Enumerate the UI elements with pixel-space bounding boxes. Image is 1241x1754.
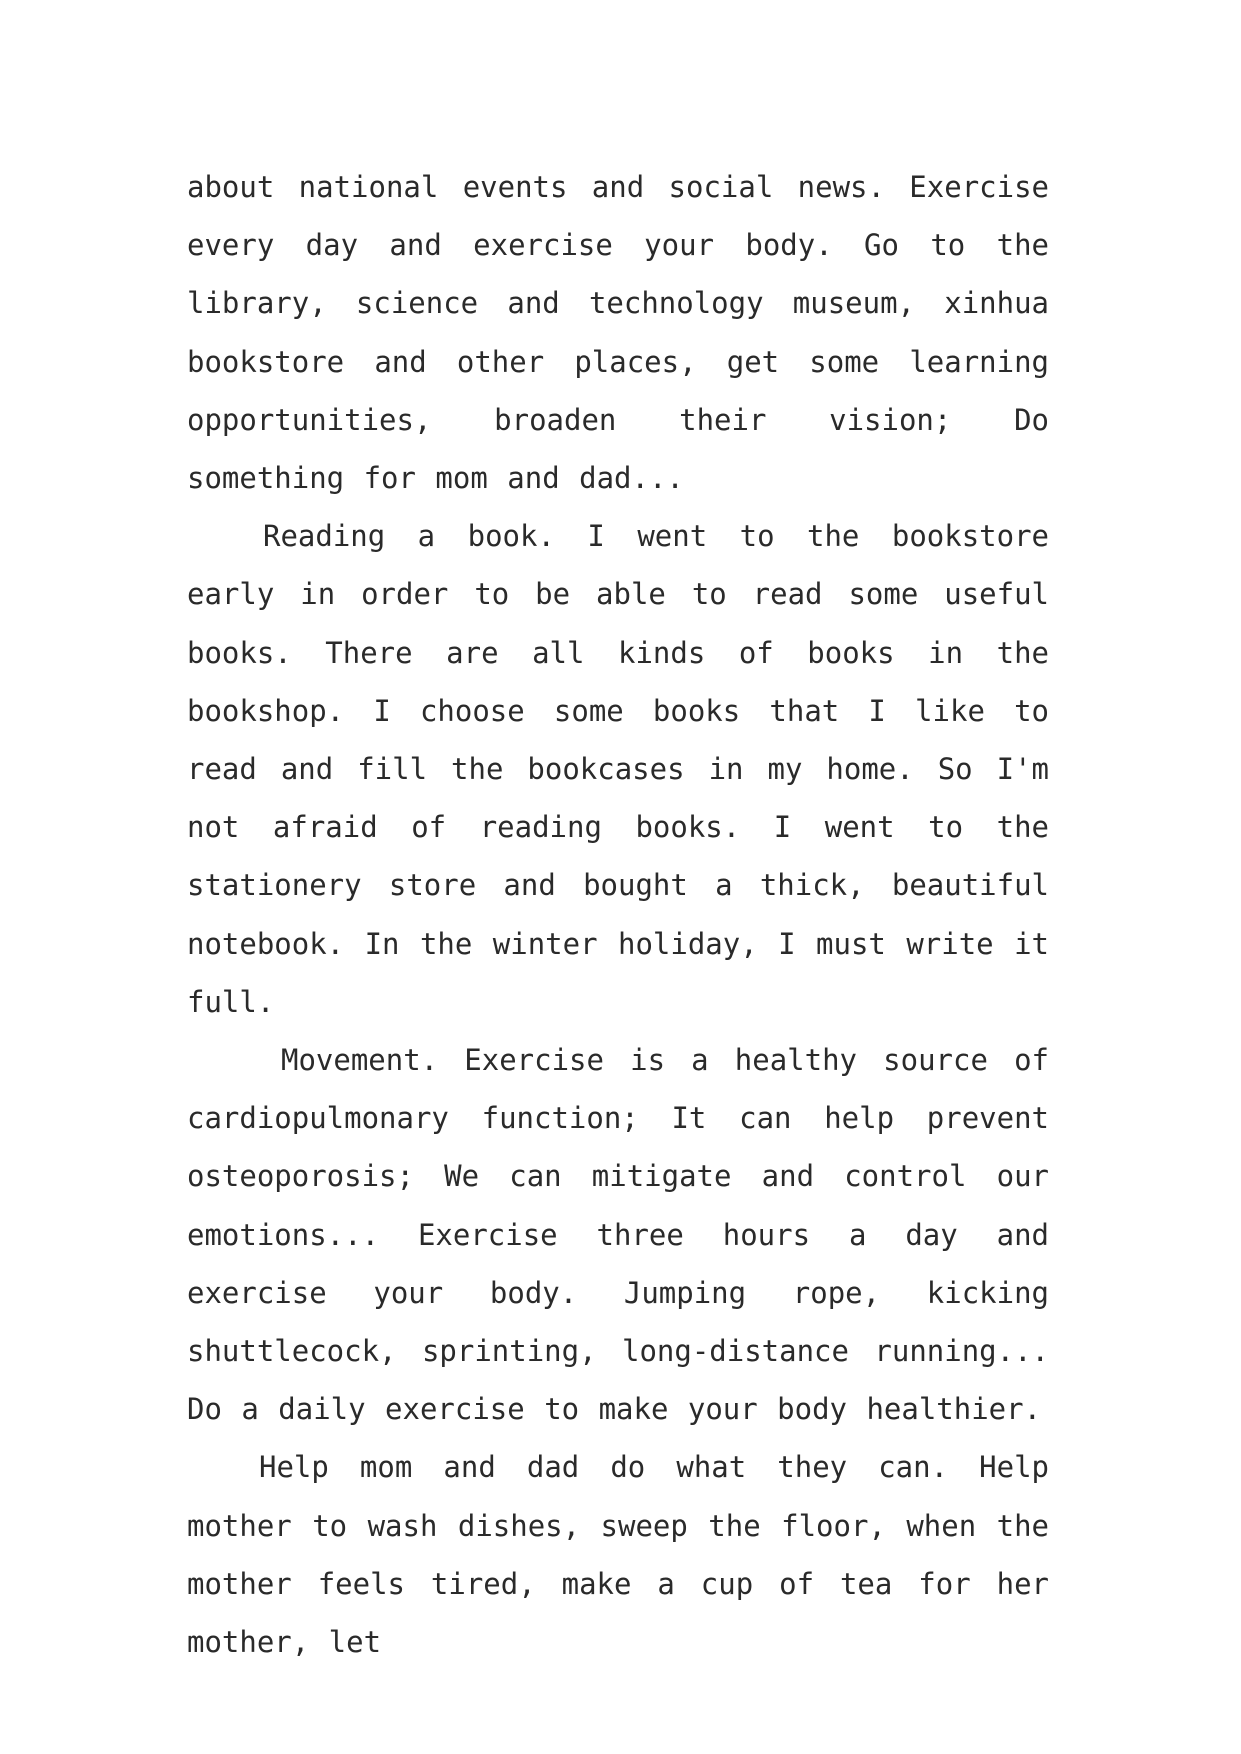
body-text: [187, 158, 1049, 1671]
paragraph-help-parents: Help mom and dad do what they can. Help mother to wash dishes, sweep the floor, when the mother feels tired, make a cup of tea for her mother, let: [187, 1450, 1049, 1660]
paragraph-reading: Reading a book. I went to the bookstore early in order to be able to read some useful books. There are all kinds of books in the bookshop. I choose some books that I like to read and fill the bookcases in my home. So I'm not afraid of reading books. I went to the stationery store and bought a thick, beautiful notebook. In the winter holiday, I must write it full.: [187, 519, 1049, 1019]
paragraph-movement: Movement. Exercise is a healthy source of cardiopulmonary function; It can help prevent osteoporosis; We can mitigate and control our emotions... Exercise three hours a day and exercise your body. Jumping rope, kicking shuttlecock, sprinting, long-distance running... Do a daily exercise to make your body healthier.: [187, 1043, 1049, 1427]
paragraph-continuation: about national events and social news. Exercise every day and exercise your body. Go to the library, science and technology museum, xinhua bookstore and other places, get some learning opportunities, broaden their vision; Do something for mom and dad...: [187, 170, 1049, 496]
